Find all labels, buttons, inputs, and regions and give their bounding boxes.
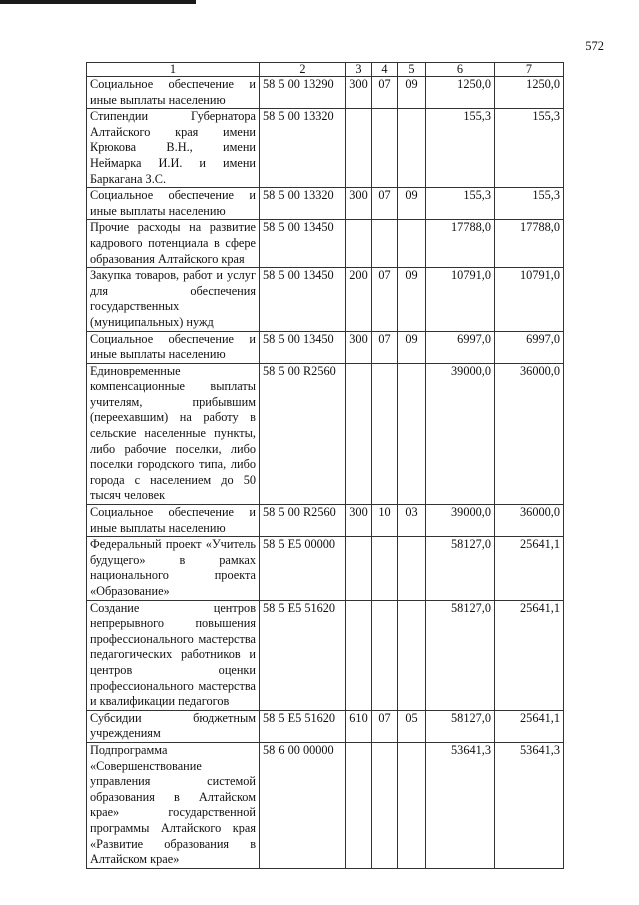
amount-col7-cell: 25641,1 bbox=[495, 537, 564, 600]
subsection-cell bbox=[398, 537, 426, 600]
target-code-cell: 58 5 E5 51620 bbox=[260, 710, 346, 742]
expense-type-cell bbox=[346, 220, 372, 268]
amount-col7-cell: 25641,1 bbox=[495, 600, 564, 710]
amount-col7-cell: 6997,0 bbox=[495, 331, 564, 363]
column-header: 6 bbox=[426, 63, 495, 77]
section-cell: 07 bbox=[372, 331, 398, 363]
header-row bbox=[87, 63, 564, 77]
item-name-cell: Создание центров непрерывного повышения профессионального мастерства педагогических работников и центров оценки профессионального мастерства и квалификации педагогов bbox=[87, 600, 260, 710]
table-row bbox=[87, 363, 564, 504]
item-name-cell: Подпрограмма «Совершенствование управления системой образования в Алтайском крае» государственной программы Алтайского края «Развитие образования в Алтайском крае» bbox=[87, 742, 260, 868]
amount-col7-cell: 1250,0 bbox=[495, 77, 564, 109]
target-code-cell: 58 5 00 R2560 bbox=[260, 505, 346, 537]
subsection-cell: 09 bbox=[398, 188, 426, 220]
subsection-cell bbox=[398, 742, 426, 868]
item-name-cell: Закупка товаров, работ и услуг для обеспечения государственных (муниципальных) нужд bbox=[87, 268, 260, 331]
amount-col6-cell: 1250,0 bbox=[426, 77, 495, 109]
section-cell bbox=[372, 742, 398, 868]
item-name-cell: Субсидии бюджетным учреждениям bbox=[87, 710, 260, 742]
amount-col6-cell: 6997,0 bbox=[426, 331, 495, 363]
expense-type-cell: 300 bbox=[346, 77, 372, 109]
amount-col6-cell: 58127,0 bbox=[426, 600, 495, 710]
expense-type-cell: 200 bbox=[346, 268, 372, 331]
target-code-cell: 58 5 00 13290 bbox=[260, 77, 346, 109]
table-body bbox=[87, 77, 564, 869]
table-row bbox=[87, 331, 564, 363]
amount-col7-cell: 155,3 bbox=[495, 188, 564, 220]
amount-col7-cell: 155,3 bbox=[495, 109, 564, 188]
expense-type-cell bbox=[346, 363, 372, 504]
expense-type-cell bbox=[346, 109, 372, 188]
subsection-cell bbox=[398, 600, 426, 710]
section-cell: 07 bbox=[372, 77, 398, 109]
amount-col6-cell: 17788,0 bbox=[426, 220, 495, 268]
item-name-cell: Социальное обеспечение и иные выплаты населению bbox=[87, 77, 260, 109]
section-cell: 10 bbox=[372, 505, 398, 537]
table-row bbox=[87, 710, 564, 742]
amount-col7-cell: 10791,0 bbox=[495, 268, 564, 331]
target-code-cell: 58 5 00 13450 bbox=[260, 220, 346, 268]
amount-col6-cell: 53641,3 bbox=[426, 742, 495, 868]
expense-type-cell: 300 bbox=[346, 188, 372, 220]
page-number: 572 bbox=[585, 39, 604, 53]
expense-type-cell bbox=[346, 600, 372, 710]
amount-col6-cell: 155,3 bbox=[426, 188, 495, 220]
item-name-cell: Прочие расходы на развитие кадрового потенциала в сфере образования Алтайского края bbox=[87, 220, 260, 268]
subsection-cell bbox=[398, 109, 426, 188]
budget-table bbox=[86, 62, 564, 869]
item-name-cell: Социальное обеспечение и иные выплаты населению bbox=[87, 505, 260, 537]
target-code-cell: 58 5 00 13320 bbox=[260, 188, 346, 220]
amount-col6-cell: 155,3 bbox=[426, 109, 495, 188]
amount-col7-cell: 36000,0 bbox=[495, 505, 564, 537]
column-header: 1 bbox=[87, 63, 260, 77]
section-cell: 07 bbox=[372, 188, 398, 220]
item-name-cell: Федеральный проект «Учитель будущего» в рамках национального проекта «Образование» bbox=[87, 537, 260, 600]
expense-type-cell: 300 bbox=[346, 331, 372, 363]
target-code-cell: 58 5 E5 51620 bbox=[260, 600, 346, 710]
amount-col7-cell: 36000,0 bbox=[495, 363, 564, 504]
subsection-cell: 03 bbox=[398, 505, 426, 537]
table-row bbox=[87, 268, 564, 331]
section-cell bbox=[372, 537, 398, 600]
item-name-cell: Социальное обеспечение и иные выплаты населению bbox=[87, 188, 260, 220]
top-rule bbox=[0, 0, 196, 4]
subsection-cell bbox=[398, 220, 426, 268]
column-header: 4 bbox=[372, 63, 398, 77]
table-row bbox=[87, 109, 564, 188]
table-row bbox=[87, 537, 564, 600]
amount-col7-cell: 25641,1 bbox=[495, 710, 564, 742]
target-code-cell: 58 5 00 13320 bbox=[260, 109, 346, 188]
column-header: 2 bbox=[260, 63, 346, 77]
target-code-cell: 58 6 00 00000 bbox=[260, 742, 346, 868]
table-row bbox=[87, 742, 564, 868]
table-row bbox=[87, 77, 564, 109]
section-cell bbox=[372, 600, 398, 710]
item-name-cell: Социальное обеспечение и иные выплаты населению bbox=[87, 331, 260, 363]
column-header: 5 bbox=[398, 63, 426, 77]
target-code-cell: 58 5 00 13450 bbox=[260, 268, 346, 331]
target-code-cell: 58 5 E5 00000 bbox=[260, 537, 346, 600]
section-cell: 07 bbox=[372, 268, 398, 331]
item-name-cell: Стипендии Губернатора Алтайского края имени Крюкова В.Н., имени Неймарка И.И. и имени Баркагана З.С. bbox=[87, 109, 260, 188]
expense-type-cell bbox=[346, 742, 372, 868]
amount-col6-cell: 39000,0 bbox=[426, 363, 495, 504]
target-code-cell: 58 5 00 13450 bbox=[260, 331, 346, 363]
amount-col6-cell: 58127,0 bbox=[426, 537, 495, 600]
table-row bbox=[87, 600, 564, 710]
subsection-cell: 09 bbox=[398, 268, 426, 331]
section-cell bbox=[372, 220, 398, 268]
column-header: 7 bbox=[495, 63, 564, 77]
item-name-cell: Единовременные компенсационные выплаты учителям, прибывшим (переехавшим) на работу в сельские населенные пункты, либо рабочие поселки, либо поселки городского типа, либо города с населением до 50 тысяч человек bbox=[87, 363, 260, 504]
target-code-cell: 58 5 00 R2560 bbox=[260, 363, 346, 504]
table-row bbox=[87, 505, 564, 537]
subsection-cell bbox=[398, 363, 426, 504]
section-cell: 07 bbox=[372, 710, 398, 742]
amount-col7-cell: 53641,3 bbox=[495, 742, 564, 868]
subsection-cell: 05 bbox=[398, 710, 426, 742]
table-row bbox=[87, 220, 564, 268]
subsection-cell: 09 bbox=[398, 331, 426, 363]
amount-col6-cell: 10791,0 bbox=[426, 268, 495, 331]
amount-col6-cell: 58127,0 bbox=[426, 710, 495, 742]
section-cell bbox=[372, 109, 398, 188]
section-cell bbox=[372, 363, 398, 504]
expense-type-cell: 300 bbox=[346, 505, 372, 537]
table-row bbox=[87, 188, 564, 220]
subsection-cell: 09 bbox=[398, 77, 426, 109]
amount-col6-cell: 39000,0 bbox=[426, 505, 495, 537]
expense-type-cell: 610 bbox=[346, 710, 372, 742]
column-header: 3 bbox=[346, 63, 372, 77]
amount-col7-cell: 17788,0 bbox=[495, 220, 564, 268]
expense-type-cell bbox=[346, 537, 372, 600]
